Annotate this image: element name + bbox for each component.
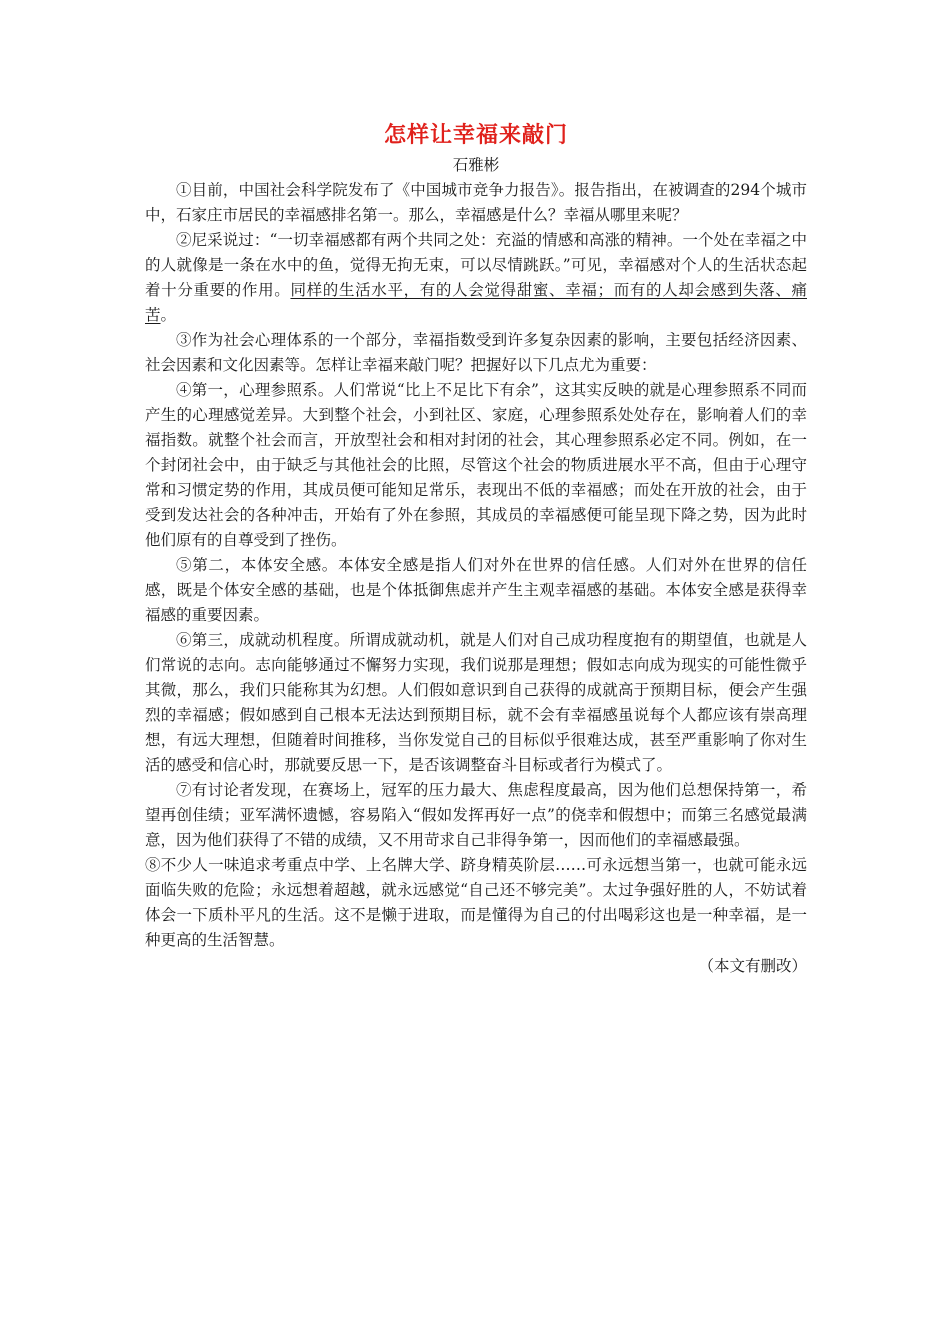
paragraph-5: ⑤第二，本体安全感。本体安全感是指人们对外在世界的信任感。人们对外在世界的信任感，既是个体安全感的基础，也是个体抵御焦虑并产生主观幸福感的基础。本体安全感是获得幸福感的重要因素。 xyxy=(145,556,807,624)
paragraph-2 xyxy=(145,228,807,328)
paragraph-2-end: 。 xyxy=(160,306,177,324)
paragraph-2-underlined-sentence: 同样的生活水平，有的人会觉得甜蜜、幸福；而有的人却会感到失落、痛苦 xyxy=(145,281,807,324)
article-author: 石雅彬 xyxy=(452,156,500,174)
paragraph-2-text: ②尼采说过：“一切幸福感都有两个共同之处：充溢的情感和高涨的精神。一个处在幸福之中的人就像是一条在水中的鱼，觉得无拘无束，可以尽情跳跃。”可见，幸福感对个人的生活状态起着十分重要的作用。 xyxy=(145,231,807,299)
article xyxy=(145,118,807,979)
paragraph-7: ⑦有讨论者发现，在赛场上，冠军的压力最大、焦虑程度最高，因为他们总想保持第一，希望再创佳绩；亚军满怀遗憾，容易陷入“假如发挥再好一点”的侥幸和假想中；而第三名感觉最满意，因为他们获得了不错的成绩，又不用苛求自己非得争第一，因而他们的幸福感最强。 xyxy=(145,781,807,849)
paragraph-4: ④第一，心理参照系。人们常说“比上不足比下有余”，这其实反映的就是心理参照系不同而产生的心理感觉差异。大到整个社会，小到社区、家庭，心理参照系处处存在，影响着人们的幸福指数。就整个社会而言，开放型社会和相对封闭的社会，其心理参照系必定不同。例如，在一个封闭社会中，由于缺乏与其他社会的比照，尽管这个社会的物质进展水平不高，但由于心理守常和习惯定势的作用，其成员便可能知足常乐，表现出不低的幸福感；而处在开放的社会，由于受到发达社会的各种冲击，开始有了外在参照，其成员的幸福感便可能呈现下降之势，因为此时他们原有的自尊受到了挫伤。 xyxy=(145,381,807,549)
source-note: （本文有删改） xyxy=(698,957,807,975)
paragraph-3: ③作为社会心理体系的一个部分，幸福指数受到许多复杂因素的影响，主要包括经济因素、社会因素和文化因素等。怎样让幸福来敲门呢？把握好以下几点尤为重要： xyxy=(145,331,807,374)
paragraph-8: ⑧不少人一味追求考重点中学、上名牌大学、跻身精英阶层……可永远想当第一，也就可能永远面临失败的危险；永远想着超越，就永远感觉“自己还不够完美”。太过争强好胜的人，不妨试着体会一下质朴平凡的生活。这不是懒于进取，而是懂得为自己的付出喝彩这也是一种幸福，是一种更高的生活智慧。 xyxy=(145,856,807,949)
paragraph-6: ⑥第三，成就动机程度。所谓成就动机，就是人们对自己成功程度抱有的期望值，也就是人们常说的志向。志向能够通过不懈努力实现，我们说那是理想；假如志向成为现实的可能性微乎其微，那么，我们只能称其为幻想。人们假如意识到自己获得的成就高于预期目标，便会产生强烈的幸福感；假如感到自己根本无法达到预期目标，就不会有幸福感虽说每个人都应该有崇高理想，有远大理想，但随着时间推移，当你发觉自己的目标似乎很难达成，甚至严重影响了你对生活的感受和信心时，那就要反思一下，是否该调整奋斗目标或者行为模式了。 xyxy=(145,631,807,774)
paragraph-1: ①目前，中国社会科学院发布了《中国城市竞争力报告》。报告指出，在被调查的294个城市中，石家庄市居民的幸福感排名第一。那么，幸福感是什么？幸福从哪里来呢？ xyxy=(145,181,807,224)
article-title: 怎样让幸福来敲门 xyxy=(383,122,568,148)
